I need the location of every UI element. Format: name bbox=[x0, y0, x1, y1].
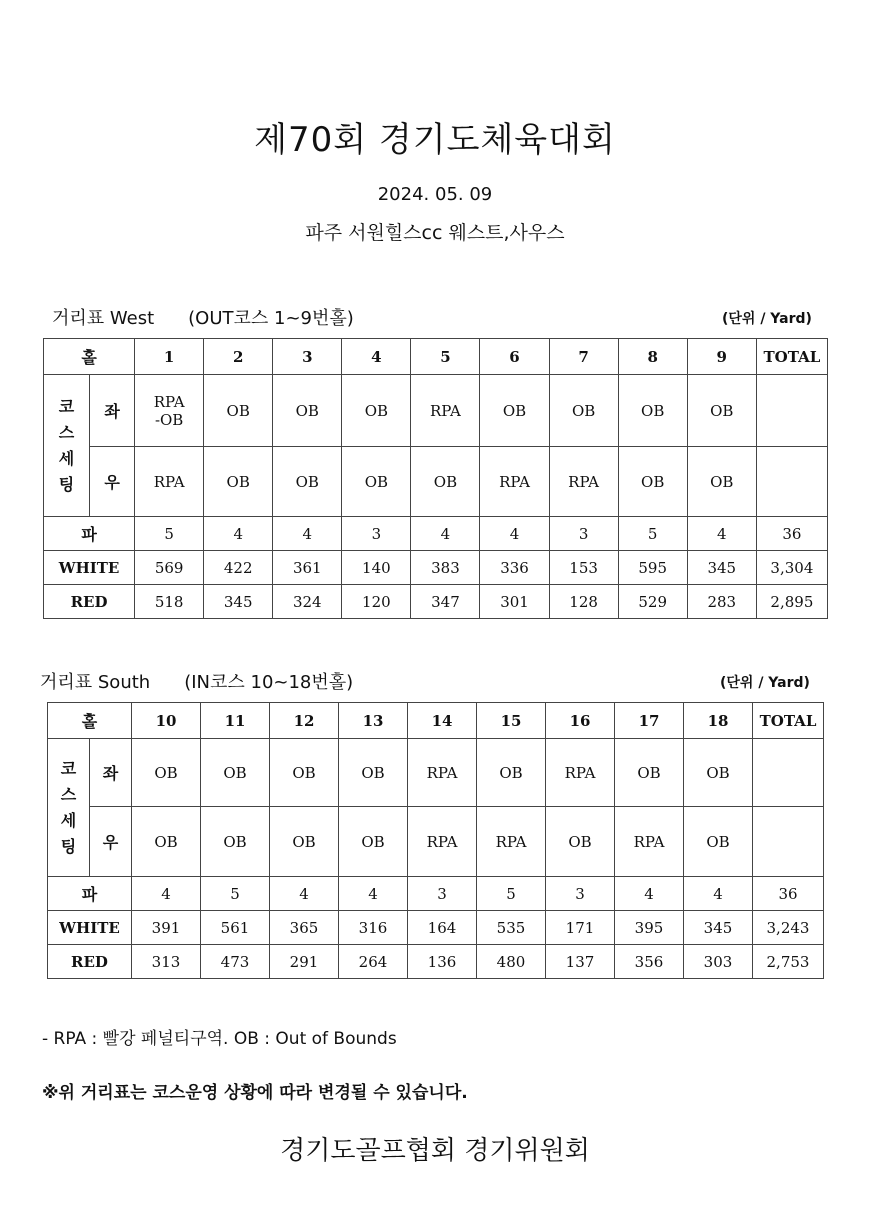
par-cell: 4 bbox=[270, 877, 339, 911]
hazard-cell: OB bbox=[204, 375, 273, 447]
hazard-cell: RPA bbox=[549, 447, 618, 517]
hazard-cell: OB bbox=[132, 807, 201, 877]
hole-number: 10 bbox=[132, 703, 201, 739]
course-setting-left-row bbox=[48, 739, 824, 807]
hazard-cell: OB bbox=[201, 739, 270, 807]
yardage-cell: 313 bbox=[132, 945, 201, 979]
yardage-cell: 356 bbox=[615, 945, 684, 979]
white-tee-row bbox=[48, 911, 824, 945]
yardage-cell: 480 bbox=[477, 945, 546, 979]
course-setting-right-row bbox=[48, 807, 824, 877]
yardage-cell: 120 bbox=[342, 585, 411, 619]
hazard-cell: RPA bbox=[546, 739, 615, 807]
yardage-cell: 324 bbox=[273, 585, 342, 619]
south-section-heading bbox=[40, 668, 353, 694]
hole-number: 18 bbox=[684, 703, 753, 739]
note-text: ※위 거리표는 코스운영 상황에 따라 변경될 수 있습니다. bbox=[42, 1083, 468, 1103]
white-tee-label: WHITE bbox=[48, 911, 132, 945]
total-label: TOTAL bbox=[753, 703, 824, 739]
yardage-cell: 361 bbox=[273, 551, 342, 585]
hole-number: 13 bbox=[339, 703, 408, 739]
south-unit: (단위 / Yard) bbox=[720, 675, 810, 691]
par-total-cell: 36 bbox=[753, 877, 824, 911]
hazard-cell: OB bbox=[204, 447, 273, 517]
par-cell: 4 bbox=[615, 877, 684, 911]
hazard-cell: OB bbox=[339, 739, 408, 807]
yardage-cell: 301 bbox=[480, 585, 549, 619]
yardage-cell: 383 bbox=[411, 551, 480, 585]
par-cell: 5 bbox=[135, 517, 204, 551]
hole-number: 3 bbox=[273, 339, 342, 375]
red-tee-row bbox=[48, 945, 824, 979]
empty-total-cell bbox=[753, 739, 824, 807]
total-label: TOTAL bbox=[756, 339, 827, 375]
red-total-cell: 2,753 bbox=[753, 945, 824, 979]
yardage-cell: 569 bbox=[135, 551, 204, 585]
par-cell: 4 bbox=[684, 877, 753, 911]
yardage-cell: 518 bbox=[135, 585, 204, 619]
red-total-cell: 2,895 bbox=[756, 585, 827, 619]
hazard-cell: OB bbox=[339, 807, 408, 877]
par-cell: 4 bbox=[339, 877, 408, 911]
hazard-cell: RPA bbox=[408, 739, 477, 807]
white-total-cell: 3,304 bbox=[756, 551, 827, 585]
par-cell: 4 bbox=[273, 517, 342, 551]
course-setting-label: 코 스 세 팅 bbox=[44, 375, 90, 517]
west-section-heading bbox=[52, 304, 354, 330]
par-cell: 5 bbox=[477, 877, 546, 911]
south-label: 거리표 South bbox=[40, 672, 151, 693]
legend-text: - RPA : 빨강 페널티구역. OB : Out of Bounds bbox=[42, 1029, 397, 1049]
hazard-cell: RPA bbox=[411, 375, 480, 447]
white-total-cell: 3,243 bbox=[753, 911, 824, 945]
empty-total-cell bbox=[753, 807, 824, 877]
red-tee-row bbox=[44, 585, 828, 619]
yardage-cell: 283 bbox=[687, 585, 756, 619]
hazard-cell: RPA bbox=[615, 807, 684, 877]
hazard-cell: OB bbox=[618, 447, 687, 517]
footer-organizer: 경기도골프협회 경기위원회 bbox=[280, 1136, 590, 1166]
left-side-label: 좌 bbox=[90, 739, 132, 807]
hazard-cell: OB bbox=[684, 739, 753, 807]
hole-number: 17 bbox=[615, 703, 684, 739]
yardage-cell: 529 bbox=[618, 585, 687, 619]
yardage-cell: 345 bbox=[204, 585, 273, 619]
par-total-cell: 36 bbox=[756, 517, 827, 551]
par-cell: 3 bbox=[342, 517, 411, 551]
red-tee-label: RED bbox=[48, 945, 132, 979]
yardage-cell: 365 bbox=[270, 911, 339, 945]
yardage-cell: 535 bbox=[477, 911, 546, 945]
empty-total-cell bbox=[756, 447, 827, 517]
hole-number: 4 bbox=[342, 339, 411, 375]
yardage-cell: 473 bbox=[201, 945, 270, 979]
west-label: 거리표 West bbox=[52, 308, 155, 329]
par-cell: 3 bbox=[408, 877, 477, 911]
yardage-cell: 171 bbox=[546, 911, 615, 945]
hole-number: 12 bbox=[270, 703, 339, 739]
course-setting-label: 코 스 세 팅 bbox=[48, 739, 90, 877]
empty-total-cell bbox=[756, 375, 827, 447]
white-tee-label: WHITE bbox=[44, 551, 135, 585]
hole-header-row bbox=[44, 339, 828, 375]
yardage-cell: 347 bbox=[411, 585, 480, 619]
course-setting-left-row bbox=[44, 375, 828, 447]
event-date: 2024. 05. 09 bbox=[377, 184, 493, 205]
yardage-cell: 136 bbox=[408, 945, 477, 979]
yardage-cell: 128 bbox=[549, 585, 618, 619]
hazard-cell: OB bbox=[201, 807, 270, 877]
hole-number: 1 bbox=[135, 339, 204, 375]
yardage-cell: 595 bbox=[618, 551, 687, 585]
hazard-cell: OB bbox=[273, 447, 342, 517]
event-venue: 파주 서원힐스cc 웨스트,사우스 bbox=[305, 222, 565, 244]
yardage-cell: 336 bbox=[480, 551, 549, 585]
hazard-cell: OB bbox=[684, 807, 753, 877]
yardage-cell: 395 bbox=[615, 911, 684, 945]
hazard-cell: OB bbox=[477, 739, 546, 807]
yardage-cell: 391 bbox=[132, 911, 201, 945]
yardage-cell: 264 bbox=[339, 945, 408, 979]
hole-number: 5 bbox=[411, 339, 480, 375]
par-cell: 4 bbox=[480, 517, 549, 551]
hole-label: 홀 bbox=[48, 703, 132, 739]
hole-header-row bbox=[48, 703, 824, 739]
hazard-cell: OB bbox=[687, 447, 756, 517]
hazard-cell: OB bbox=[132, 739, 201, 807]
white-tee-row bbox=[44, 551, 828, 585]
hazard-cell: OB bbox=[618, 375, 687, 447]
hole-number: 8 bbox=[618, 339, 687, 375]
yardage-cell: 140 bbox=[342, 551, 411, 585]
west-unit: (단위 / Yard) bbox=[722, 311, 812, 327]
hole-number: 2 bbox=[204, 339, 273, 375]
left-side-label: 좌 bbox=[90, 375, 135, 447]
course-setting-right-row bbox=[44, 447, 828, 517]
hole-number: 11 bbox=[201, 703, 270, 739]
hazard-cell: OB bbox=[480, 375, 549, 447]
par-label: 파 bbox=[44, 517, 135, 551]
hazard-cell: RPA bbox=[408, 807, 477, 877]
hole-label: 홀 bbox=[44, 339, 135, 375]
hole-number: 14 bbox=[408, 703, 477, 739]
yardage-cell: 422 bbox=[204, 551, 273, 585]
hole-number: 15 bbox=[477, 703, 546, 739]
hazard-cell: OB bbox=[615, 739, 684, 807]
par-label: 파 bbox=[48, 877, 132, 911]
yardage-cell: 561 bbox=[201, 911, 270, 945]
hazard-cell: OB bbox=[273, 375, 342, 447]
par-cell: 3 bbox=[549, 517, 618, 551]
right-side-label: 우 bbox=[90, 807, 132, 877]
hazard-cell: OB bbox=[546, 807, 615, 877]
west-distance-table bbox=[43, 338, 828, 619]
hole-number: 7 bbox=[549, 339, 618, 375]
hazard-cell: OB bbox=[270, 739, 339, 807]
hazard-cell: OB bbox=[549, 375, 618, 447]
par-cell: 4 bbox=[132, 877, 201, 911]
par-cell: 5 bbox=[201, 877, 270, 911]
south-course: (IN코스 10~18번홀) bbox=[184, 672, 354, 693]
yardage-cell: 164 bbox=[408, 911, 477, 945]
par-cell: 4 bbox=[204, 517, 273, 551]
par-cell: 4 bbox=[411, 517, 480, 551]
hazard-cell: OB bbox=[342, 375, 411, 447]
par-row bbox=[48, 877, 824, 911]
south-distance-table bbox=[47, 702, 824, 979]
hazard-cell: OB bbox=[342, 447, 411, 517]
hazard-cell: RPA bbox=[135, 447, 204, 517]
right-side-label: 우 bbox=[90, 447, 135, 517]
par-cell: 5 bbox=[618, 517, 687, 551]
hazard-cell: OB bbox=[411, 447, 480, 517]
yardage-cell: 316 bbox=[339, 911, 408, 945]
par-cell: 3 bbox=[546, 877, 615, 911]
par-cell: 4 bbox=[687, 517, 756, 551]
par-row bbox=[44, 517, 828, 551]
hazard-cell: RPA bbox=[477, 807, 546, 877]
hole-number: 6 bbox=[480, 339, 549, 375]
yardage-cell: 345 bbox=[684, 911, 753, 945]
hazard-cell: RPA -OB bbox=[135, 375, 204, 447]
west-course: (OUT코스 1~9번홀) bbox=[188, 308, 354, 329]
red-tee-label: RED bbox=[44, 585, 135, 619]
yardage-cell: 303 bbox=[684, 945, 753, 979]
hazard-cell: OB bbox=[270, 807, 339, 877]
hole-number: 9 bbox=[687, 339, 756, 375]
yardage-cell: 291 bbox=[270, 945, 339, 979]
yardage-cell: 137 bbox=[546, 945, 615, 979]
hazard-cell: RPA bbox=[480, 447, 549, 517]
yardage-cell: 345 bbox=[687, 551, 756, 585]
yardage-cell: 153 bbox=[549, 551, 618, 585]
hole-number: 16 bbox=[546, 703, 615, 739]
page-title: 제70회 경기도체육대회 bbox=[254, 120, 616, 160]
hazard-cell: OB bbox=[687, 375, 756, 447]
